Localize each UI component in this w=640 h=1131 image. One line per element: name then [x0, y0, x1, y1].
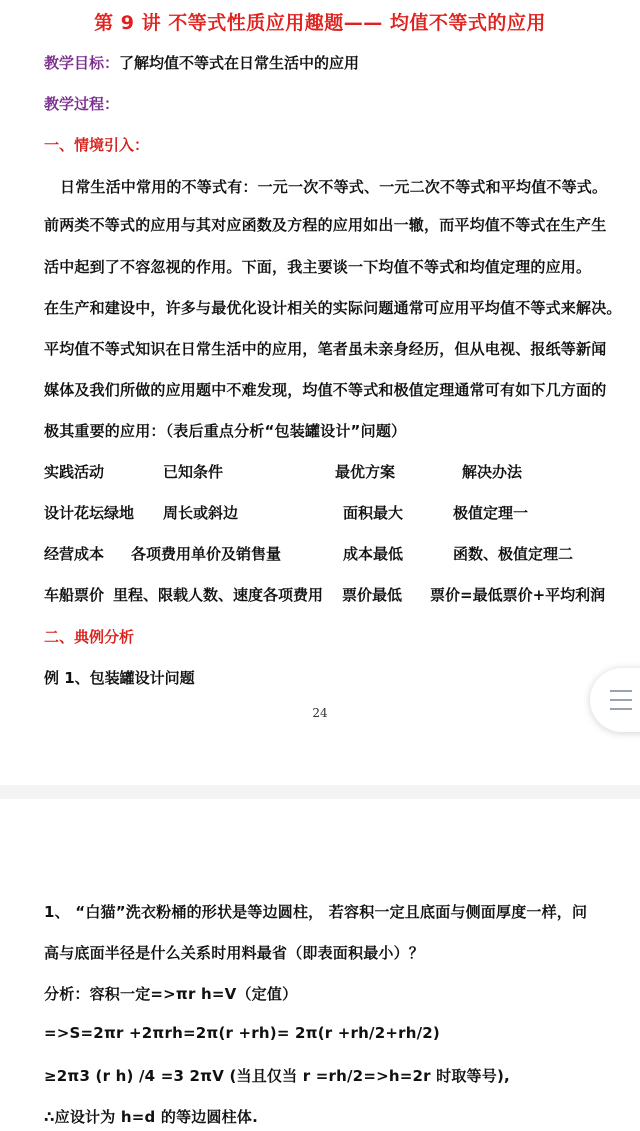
- example-title: 例 1、包装罐设计问题: [44, 669, 195, 687]
- objective-text: 了解均值不等式在日常生活中的应用: [119, 54, 360, 72]
- table-header-cell: 解决办法: [462, 463, 523, 481]
- paragraph-line: 前两类不等式的应用与其对应函数及方程的应用如出一辙，而平均值不等式在生产生: [44, 216, 607, 234]
- paragraph-line: 媒体及我们所做的应用题中不难发现，均值不等式和极值定理通常可有如下几方面的: [44, 381, 607, 399]
- paragraph-line: 极其重要的应用：（表后重点分析“包装罐设计”问题）: [44, 422, 407, 440]
- formula-line: ≥2π3 (r h) /4 =3 2πV (当且仅当 r =rh/2=>h=2r 时取等号),: [44, 1067, 510, 1085]
- document-page-2: [0, 799, 640, 1131]
- table-row: [0, 584, 640, 608]
- table-row: [0, 543, 640, 567]
- table-header-row: [0, 461, 640, 485]
- formula-line: =>S=2πr +2πrh=2π(r +rh)= 2π(r +rh/2+rh/2): [44, 1024, 440, 1042]
- table-cell: 票价最低: [342, 586, 403, 604]
- page-number: 24: [312, 706, 328, 720]
- page-separator: [0, 785, 640, 799]
- table-row: [0, 502, 640, 526]
- table-cell: 极值定理一: [453, 504, 529, 522]
- analysis-line: 分析：容积一定=>πr h=V（定值）: [44, 985, 298, 1003]
- table-cell: 设计花坛绿地: [44, 504, 135, 522]
- process-label: 教学过程：: [44, 95, 120, 113]
- page-title: 第 9 讲 不等式性质应用趣题—— 均值不等式的应用: [94, 12, 546, 34]
- table-cell: 票价=最低票价+平均利润: [430, 586, 606, 604]
- paragraph-line: 平均值不等式知识在日常生活中的应用，笔者虽未亲身经历，但从电视、报纸等新闻: [44, 340, 607, 358]
- section-heading-examples: 二、典例分析: [44, 628, 135, 646]
- table-cell: 经营成本: [44, 545, 105, 563]
- side-menu-button[interactable]: [590, 668, 640, 732]
- table-cell: 函数、极值定理二: [453, 545, 574, 563]
- section-heading-intro: 一、情境引入：: [44, 136, 150, 154]
- table-header-cell: 实践活动: [44, 463, 105, 481]
- problem-line: 1、 “白猫”洗衣粉桶的形状是等边圆柱， 若容积一定且底面与侧面厚度一样，问: [44, 903, 588, 921]
- paragraph-line: 在生产和建设中，许多与最优化设计相关的实际问题通常可应用平均值不等式来解决。: [44, 299, 622, 317]
- table-cell: 各项费用单价及销售量: [131, 545, 282, 563]
- table-cell: 周长或斜边: [163, 504, 239, 522]
- table-cell: 面积最大: [343, 504, 404, 522]
- conclusion-line: ∴应设计为 h=d 的等边圆柱体.: [44, 1108, 258, 1126]
- table-header-cell: 已知条件: [163, 463, 224, 481]
- paragraph-line: 活中起到了不容忽视的作用。下面，我主要谈一下均值不等式和均值定理的应用。: [44, 258, 592, 276]
- objective-label: 教学目标：: [44, 54, 120, 72]
- table-header-cell: 最优方案: [335, 463, 396, 481]
- problem-line: 高与底面半径是什么关系时用料最省（即表面积最小）？: [44, 944, 425, 962]
- objective-line: [44, 52, 359, 73]
- paragraph-line: 日常生活中常用的不等式有：一元一次不等式、一元二次不等式和平均值不等式。: [60, 178, 608, 196]
- table-cell: 车船票价: [44, 586, 105, 604]
- table-cell: 里程、限载人数、速度各项费用: [113, 586, 324, 604]
- table-cell: 成本最低: [343, 545, 404, 563]
